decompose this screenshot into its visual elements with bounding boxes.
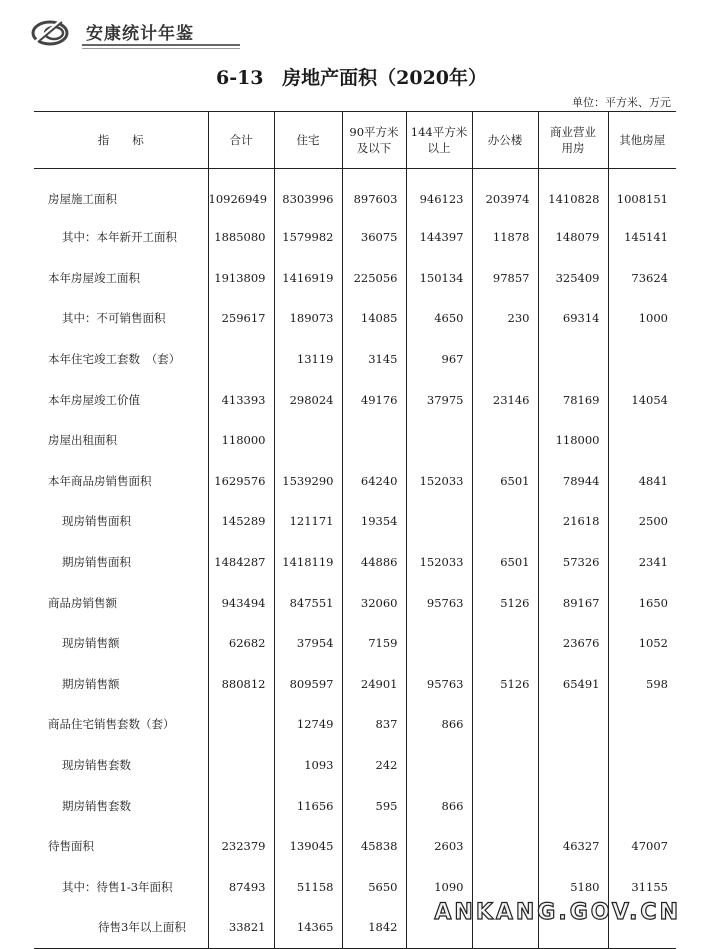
table-cell: 2603 — [406, 826, 472, 867]
row-label: 商品住宅销售套数（套） — [48, 717, 175, 732]
table-cell: 44886 — [342, 542, 406, 583]
table-cell — [274, 420, 342, 461]
table-cell — [406, 745, 472, 786]
table-cell: 37954 — [274, 623, 342, 664]
yearbook-logo-icon — [30, 20, 82, 46]
table-cell — [472, 420, 538, 461]
table-cell: 595 — [342, 785, 406, 826]
table-cell — [472, 501, 538, 542]
table-cell: 2341 — [608, 542, 676, 583]
table-cell: 8303996 — [274, 169, 342, 218]
table-cell: 1000 — [608, 298, 676, 339]
table-cell: 14085 — [342, 298, 406, 339]
table-cell: 45838 — [342, 826, 406, 867]
table-cell — [406, 623, 472, 664]
header-rule-thin — [82, 48, 240, 49]
row-label: 期房销售套数 — [62, 798, 131, 813]
table-cell: 1539290 — [274, 461, 342, 502]
yearbook-title: 安康统计年鉴 — [86, 24, 194, 44]
table-cell: 87493 — [208, 867, 274, 908]
table-row — [34, 501, 676, 542]
table-cell: 7159 — [342, 623, 406, 664]
table-row — [34, 664, 676, 705]
table-cell — [208, 339, 274, 380]
site-watermark: ANKANG.GOV.CN — [434, 900, 681, 925]
table-row — [34, 582, 676, 623]
table-cell: 4650 — [406, 298, 472, 339]
row-label: 商品房销售额 — [48, 595, 117, 610]
row-label: 现房销售面积 — [62, 514, 131, 529]
table-cell: 49176 — [342, 379, 406, 420]
row-label: 本年商品房销售面积 — [48, 473, 152, 488]
table-row — [34, 745, 676, 786]
table-row — [34, 217, 676, 258]
column-header-indicator: 指 标 — [34, 112, 208, 169]
row-label: 其中：本年新开工面积 — [62, 230, 177, 245]
table-cell: 57326 — [538, 542, 608, 583]
table-cell: 1842 — [342, 907, 406, 948]
column-header: 90平方米 及以下 — [342, 112, 406, 169]
table-cell: 1090 — [406, 867, 472, 908]
table-cell: 64240 — [342, 461, 406, 502]
table-row — [34, 420, 676, 461]
table-cell — [538, 785, 608, 826]
row-label: 本年房屋竣工价值 — [48, 392, 140, 407]
table-cell — [472, 745, 538, 786]
table-cell — [472, 623, 538, 664]
table-cell — [472, 826, 538, 867]
table-cell: 73624 — [608, 258, 676, 299]
table-row — [34, 298, 676, 339]
table-cell: 78169 — [538, 379, 608, 420]
table-cell: 78944 — [538, 461, 608, 502]
table-cell: 11878 — [472, 217, 538, 258]
row-label: 期房销售额 — [62, 676, 120, 691]
table-cell: 1650 — [608, 582, 676, 623]
row-label: 待售面积 — [48, 839, 94, 854]
table-cell: 203974 — [472, 169, 538, 218]
row-label: 房屋出租面积 — [48, 433, 117, 448]
table-cell: 298024 — [274, 379, 342, 420]
table-cell: 2500 — [608, 501, 676, 542]
table-cell: 14054 — [608, 379, 676, 420]
yearbook-header — [0, 0, 703, 60]
real-estate-area-table — [34, 111, 676, 949]
table-cell — [608, 420, 676, 461]
table-cell — [208, 745, 274, 786]
row-label: 本年房屋竣工面积 — [48, 270, 140, 285]
table-cell: 1629576 — [208, 461, 274, 502]
table-cell: 847551 — [274, 582, 342, 623]
table-cell: 145141 — [608, 217, 676, 258]
table-cell — [208, 785, 274, 826]
table-title: 房地产面积（2020年） — [282, 67, 488, 89]
table-cell: 19354 — [342, 501, 406, 542]
table-cell: 225056 — [342, 258, 406, 299]
column-header: 其他房屋 — [608, 112, 676, 169]
table-cell: 10926949 — [208, 169, 274, 218]
table-row — [34, 461, 676, 502]
table-cell: 5126 — [472, 582, 538, 623]
table-cell — [538, 745, 608, 786]
unit-note: 单位：平方米、万元 — [572, 96, 671, 109]
table-cell: 118000 — [538, 420, 608, 461]
table-cell: 11656 — [274, 785, 342, 826]
table-cell: 325409 — [538, 258, 608, 299]
table-cell: 36075 — [342, 217, 406, 258]
table-cell: 37975 — [406, 379, 472, 420]
table-cell: 3145 — [342, 339, 406, 380]
table-cell: 148079 — [538, 217, 608, 258]
table-row — [34, 826, 676, 867]
table-cell: 866 — [406, 785, 472, 826]
table-cell: 144397 — [406, 217, 472, 258]
row-label: 本年住宅竣工套数 （套） — [48, 352, 181, 367]
row-label: 现房销售套数 — [62, 758, 131, 773]
table-cell: 23146 — [472, 379, 538, 420]
table-row — [34, 785, 676, 826]
table-cell: 139045 — [274, 826, 342, 867]
table-cell: 1416919 — [274, 258, 342, 299]
table-cell: 150134 — [406, 258, 472, 299]
table-cell: 121171 — [274, 501, 342, 542]
table-cell: 242 — [342, 745, 406, 786]
table-cell: 413393 — [208, 379, 274, 420]
table-row — [34, 379, 676, 420]
table-cell: 95763 — [406, 664, 472, 705]
table-cell: 145289 — [208, 501, 274, 542]
table-cell: 598 — [608, 664, 676, 705]
table-cell: 230 — [472, 298, 538, 339]
table-cell: 118000 — [208, 420, 274, 461]
column-header: 住宅 — [274, 112, 342, 169]
table-cell: 51158 — [274, 867, 342, 908]
table-header-row — [34, 112, 676, 169]
table-cell: 5126 — [472, 664, 538, 705]
table-cell: 47007 — [608, 826, 676, 867]
table-cell: 837 — [342, 704, 406, 745]
table-cell: 1579982 — [274, 217, 342, 258]
table-cell — [538, 339, 608, 380]
table-cell: 24901 — [342, 664, 406, 705]
table-cell: 809597 — [274, 664, 342, 705]
column-header: 合计 — [208, 112, 274, 169]
table-cell: 152033 — [406, 461, 472, 502]
table-cell: 12749 — [274, 704, 342, 745]
row-label: 其中：不可销售面积 — [62, 311, 166, 326]
table-row — [34, 542, 676, 583]
table-cell — [342, 420, 406, 461]
table-cell: 13119 — [274, 339, 342, 380]
table-cell: 967 — [406, 339, 472, 380]
table-cell — [608, 704, 676, 745]
table-cell: 69314 — [538, 298, 608, 339]
table-cell: 5180 — [538, 867, 608, 908]
table-cell — [608, 785, 676, 826]
table-cell — [472, 785, 538, 826]
table-cell: 21618 — [538, 501, 608, 542]
table-cell: 33821 — [208, 907, 274, 948]
table-cell — [608, 339, 676, 380]
table-cell: 97857 — [472, 258, 538, 299]
table-cell: 1410828 — [538, 169, 608, 218]
row-label: 房屋施工面积 — [48, 192, 117, 206]
table-cell: 5650 — [342, 867, 406, 908]
table-cell: 866 — [406, 704, 472, 745]
row-label: 其中：待售1-3年面积 — [62, 879, 173, 894]
table-cell: 152033 — [406, 542, 472, 583]
table-cell: 897603 — [342, 169, 406, 218]
row-label: 待售3年以上面积 — [34, 907, 208, 948]
table-cell — [538, 704, 608, 745]
table-cell: 1052 — [608, 623, 676, 664]
row-label: 期房销售面积 — [62, 555, 131, 570]
table-cell: 46327 — [538, 826, 608, 867]
table-number: 6-13 — [215, 67, 264, 89]
table-cell: 1418119 — [274, 542, 342, 583]
table-cell: 1484287 — [208, 542, 274, 583]
table-row — [34, 704, 676, 745]
table-cell: 1885080 — [208, 217, 274, 258]
table-cell: 32060 — [342, 582, 406, 623]
header-rule — [82, 44, 240, 46]
table-row — [34, 169, 676, 218]
table-cell: 6501 — [472, 461, 538, 502]
table-cell: 6501 — [472, 542, 538, 583]
table-cell: 62682 — [208, 623, 274, 664]
table-cell: 880812 — [208, 664, 274, 705]
table-cell: 259617 — [208, 298, 274, 339]
table-cell: 4841 — [608, 461, 676, 502]
table-cell — [406, 420, 472, 461]
table-cell: 95763 — [406, 582, 472, 623]
table-cell — [208, 704, 274, 745]
table-cell: 943494 — [208, 582, 274, 623]
column-header: 办公楼 — [472, 112, 538, 169]
table-cell: 89167 — [538, 582, 608, 623]
table-cell: 232379 — [208, 826, 274, 867]
row-label: 现房销售额 — [62, 636, 120, 651]
table-cell: 946123 — [406, 169, 472, 218]
table-row — [34, 339, 676, 380]
table-cell: 189073 — [274, 298, 342, 339]
table-cell: 23676 — [538, 623, 608, 664]
table-cell — [406, 501, 472, 542]
table-cell: 65491 — [538, 664, 608, 705]
table-cell: 1008151 — [608, 169, 676, 218]
page-title — [0, 63, 703, 90]
table-cell: 31155 — [608, 867, 676, 908]
table-cell — [472, 339, 538, 380]
table-cell — [608, 745, 676, 786]
table-cell: 1093 — [274, 745, 342, 786]
table-row — [34, 258, 676, 299]
table-cell — [472, 704, 538, 745]
column-header: 商业营业 用房 — [538, 112, 608, 169]
table-row — [34, 623, 676, 664]
column-header: 144平方米 以上 — [406, 112, 472, 169]
table-cell: 1913809 — [208, 258, 274, 299]
table-cell: 14365 — [274, 907, 342, 948]
